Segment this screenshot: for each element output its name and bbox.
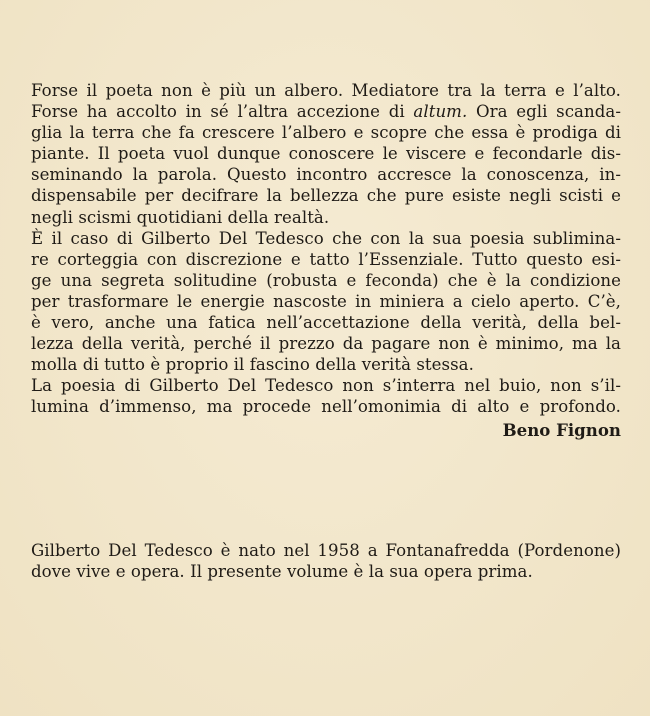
text-line: Gilberto Del Tedesco è nato nel 1958 a Fontanafredda (Pordenone) (31, 541, 621, 560)
preface-text (31, 80, 621, 441)
text-line: per trasformare le energie nascoste in miniera a cielo aperto. C’è, (31, 291, 621, 311)
text-line: seminando la parola. Questo incontro accresce la conoscenza, in- (31, 165, 621, 185)
text-line: molla di tutto è proprio il fascino della verità stessa. (31, 355, 474, 375)
author-signature: Beno Fignon (502, 419, 621, 440)
text-line: piante. Il poeta vuol dunque conoscere le viscere e fecondarle dis- (31, 144, 621, 164)
paragraph-bio (31, 540, 621, 582)
text-line: dispensabile per decifrare la bellezza che pure esiste negli scisti e (31, 186, 621, 206)
italic-word: altum. (413, 102, 468, 122)
text-line: negli scismi quotidiani della realtà. (31, 207, 330, 227)
text-line: glia la terra che fa crescere l’albero e scopre che essa è prodiga di (31, 123, 621, 143)
paragraph-second (31, 228, 621, 376)
text-line: dove vive e opera. Il presente volume è la sua opera prima. (31, 562, 533, 582)
text-line: lumina d’immenso, ma procede nell’omonimia di alto e profondo. (31, 397, 621, 417)
text-line: La poesia di Gilberto Del Tedesco non s’interra nel buio, non s’il- (31, 376, 621, 396)
paragraph-intro (31, 80, 621, 228)
paragraph-third (31, 375, 621, 417)
text-line (31, 101, 621, 122)
text-line: Forse il poeta non è più un albero. Mediatore tra la terra e l’alto. (31, 81, 621, 100)
text-line: re corteggia con discrezione e tatto l’Essenziale. Tutto questo esi- (31, 249, 621, 269)
author-bio (31, 540, 621, 582)
text-line: ge una segreta solitudine (robusta e feconda) che è la condizione (31, 270, 621, 290)
text-line: è vero, anche una fatica nell’accettazione della verità, della bel- (31, 313, 621, 333)
text-line: È il caso di Gilberto Del Tedesco che con la sua poesia sublimina- (31, 228, 621, 248)
text-fragment: Forse ha accolto in sé l’altra accezione di (31, 102, 414, 122)
text-fragment: Ora egli scanda- (467, 102, 621, 122)
text-line: lezza della verità, perché il prezzo da pagare non è minimo, ma la (31, 334, 621, 354)
